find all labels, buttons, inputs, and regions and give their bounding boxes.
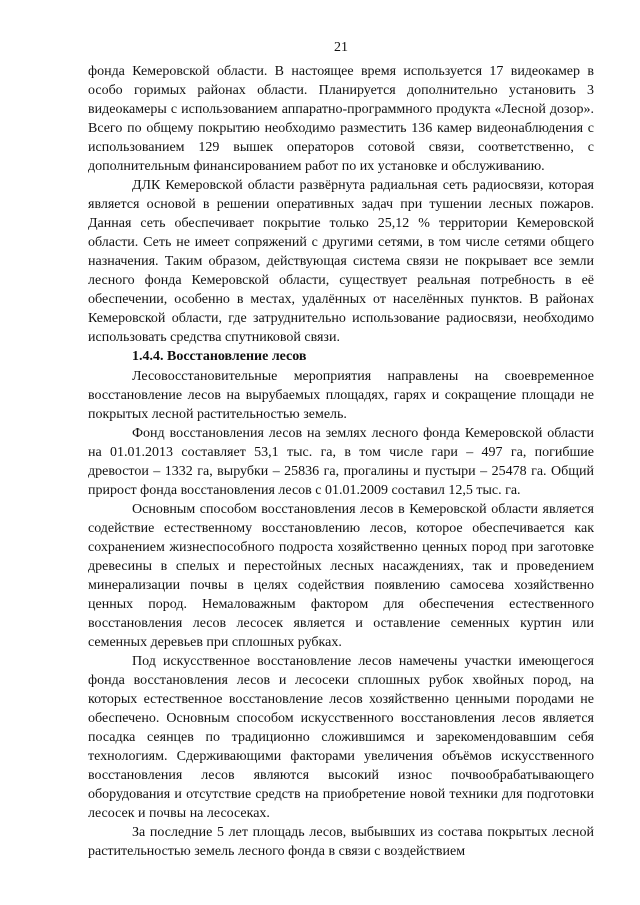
section-heading: 1.4.4. Восстановление лесов bbox=[132, 349, 307, 364]
paragraph: За последние 5 лет площадь лесов, выбывших из состава покрытых лесной растительностью земель лесного фонда в связи с воздействием bbox=[88, 825, 594, 859]
paragraph: Основным способом восстановления лесов в Кемеровской области является содействие естественному восстановлению лесов, которое обеспечивается как сохранением жизнеспособного подроста хозяйственно ценных пород при заготовке древесины в спелых и перестойных лесных насаждениях, так и проведением минерализации почвы в целях содействия появлению самосева хозяйственно ценных пород. Немаловажным фактором для обеспечения естественного восстановления лесов лесосек является и оставление семенных куртин или семенных деревьев при сплошных рубках. bbox=[88, 502, 594, 650]
text-block-before bbox=[88, 62, 594, 347]
text-block-after bbox=[88, 367, 594, 861]
paragraph: ДЛК Кемеровской области развёрнута радиальная сеть радиосвязи, которая является основой в решении оперативных задач при тушении лесных пожаров. Данная сеть обеспечивает покрытие только 25,12 % территории Кемеровской области. Сеть не имеет сопряжений с другими сетями, в том числе сетями общего назначения. Таким образом, действующая система связи не покрывает все земли лесного фонда Кемеровской области, существует реальная потребность в её обеспечении, особенно в местах, удалённых от населённых пунктов. В районах Кемеровской области, где затруднительно использование радиосвязи, необходимо использовать средства спутниковой связи. bbox=[88, 178, 594, 345]
paragraph: Лесовосстановительные мероприятия направлены на своевременное восстановление лесов на вырубаемых площадях, гарях и сокращение площади не покрытых лесной растительностью земель. bbox=[88, 369, 594, 422]
page-number: 21 bbox=[334, 40, 348, 55]
paragraph: Фонд восстановления лесов на землях лесного фонда Кемеровской области на 01.01.2013 составляет 53,1 тыс. га, в том числе гари – 497 га, погибшие древостои – 1332 га, вырубки – 25836 га, прогалины и пустыри – 25478 га. Общий прирост фонда восстановления лесов с 01.01.2009 составил 12,5 тыс. га. bbox=[88, 426, 594, 498]
paragraph: фонда Кемеровской области. В настоящее время используется 17 видеокамер в особо горимых районах области. Планируется дополнительно установить 3 видеокамеры с использованием аппаратно-программного продукта «Лесной дозор». Всего по общему покрытию необходимо разместить 136 камер видеонаблюдения с использованием 129 вышек операторов сотовой связи, соответственно, с дополнительным финансированием работ по их установке и обслуживанию. bbox=[88, 64, 594, 174]
paragraph: Под искусственное восстановление лесов намечены участки имеющегося фонда восстановления лесов и лесосеки сплошных рубок хвойных пород, на которых естественное восстановление лесов хозяйственно ценными породами не обеспечено. Основным способом искусственного восстановления лесов является посадка сеянцев по традиционно сложившимся и зарекомендовавшим себя технологиям. Сдерживающими факторами увеличения объёмов искусственного восстановления лесов являются высокий износ почвообрабатывающего оборудования и отсутствие средств на приобретение новой техники для подготовки лесосек и почвы на лесосеках. bbox=[88, 654, 594, 821]
